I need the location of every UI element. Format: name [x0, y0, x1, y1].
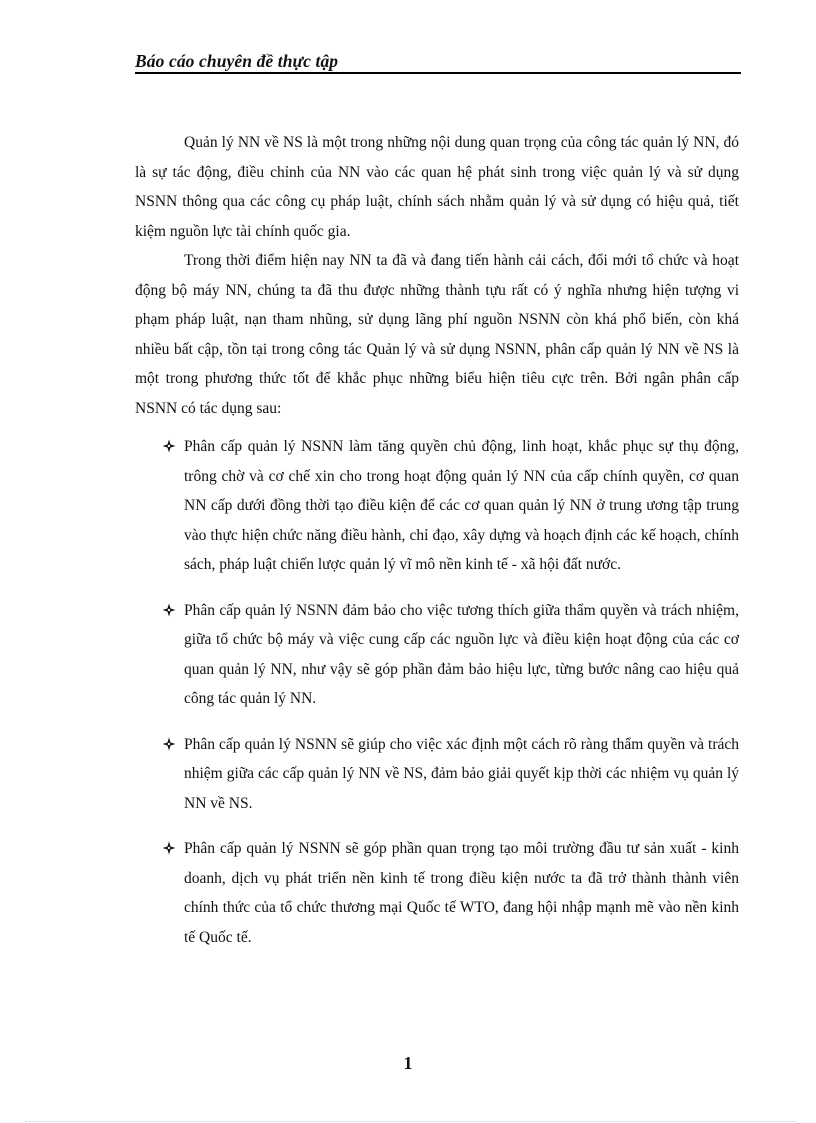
bullet-list [135, 432, 739, 952]
paragraph-2: Trong thời điểm hiện nay NN ta đã và đang tiến hành cải cách, đổi mới tổ chức và hoạt động bộ máy NN, chúng ta đã thu được những thành tựu rất có ý nghĩa nhưng hiện tượng vi phạm pháp luật, nạn tham nhũng, sử dụng lãng phí nguồn NSNN còn khá phổ biến, còn khá nhiều bất cập, tồn tại trong công tác Quản lý và sử dụng NSNN, phân cấp quản lý NN về NS là một trong phương thức tốt để khắc phục những biểu hiện tiêu cực trên. Bởi ngân phân cấp NSNN có tác dụng sau: [135, 252, 739, 417]
page-header [135, 50, 741, 74]
bullet-text: Phân cấp quản lý NSNN sẽ góp phần quan trọng tạo môi trường đầu tư sản xuất - kinh doanh, dịch vụ phát triển nền kinh tế trong điều kiện nước ta đã trở thành thành viên chính thức của tổ chức thương mại Quốc tế WTO, đang hội nhập mạnh mẽ vào nền kinh tế Quốc tế. [184, 840, 739, 946]
document-body [135, 128, 739, 968]
four-diamond-star-icon [162, 603, 176, 617]
four-diamond-star-icon [162, 841, 176, 855]
four-diamond-star-icon [162, 439, 176, 453]
list-item [135, 730, 739, 819]
list-item [135, 596, 739, 714]
list-item [135, 834, 739, 952]
bullet-text: Phân cấp quản lý NSNN làm tăng quyền chủ động, linh hoạt, khắc phục sự thụ động, trông chờ và cơ chế xin cho trong hoạt động quản lý NN của cấp chính quyền, cơ quan NN cấp dưới đồng thời tạo điều kiện để các cơ quan quản lý NN ở trung ương tập trung vào thực hiện chức năng điều hành, chỉ đạo, xây dựng và hoạch định các kế hoạch, chính sách, pháp luật chiến lược quản lý vĩ mô nền kinh tế - xã hội đất nước. [184, 438, 739, 573]
bullet-text: Phân cấp quản lý NSNN sẽ giúp cho việc xác định một cách rõ ràng thẩm quyền và trách nhiệm giữa các cấp quản lý NN về NS, đảm bảo giải quyết kịp thời các nhiệm vụ quản lý NN về NS. [184, 735, 739, 812]
four-diamond-star-icon [162, 737, 176, 751]
page-bottom-divider [25, 1121, 795, 1122]
bullet-text: Phân cấp quản lý NSNN đảm bảo cho việc tương thích giữa thẩm quyền và trách nhiệm, giữa tổ chức bộ máy và việc cung cấp các nguồn lực và điều kiện hoạt động của các cơ quan quản lý NN, như vậy sẽ góp phần đảm bảo hiệu lực, từng bước nâng cao hiệu quả công tác quản lý NN. [184, 601, 739, 707]
page-number: 1 [403, 1053, 413, 1073]
header-title: Báo cáo chuyên đề thực tập [135, 51, 339, 71]
paragraph-1: Quản lý NN về NS là một trong những nội dung quan trọng của công tác quản lý NN, đó là sự tác động, điều chỉnh của NN vào các quan hệ phát sinh trong việc quản lý và sử dụng NSNN thông qua các công cụ pháp luật, chính sách nhằm quản lý và sử dụng có hiệu quả, tiết kiệm nguồn lực tài chính quốc gia. [135, 134, 739, 240]
list-item [135, 432, 739, 580]
